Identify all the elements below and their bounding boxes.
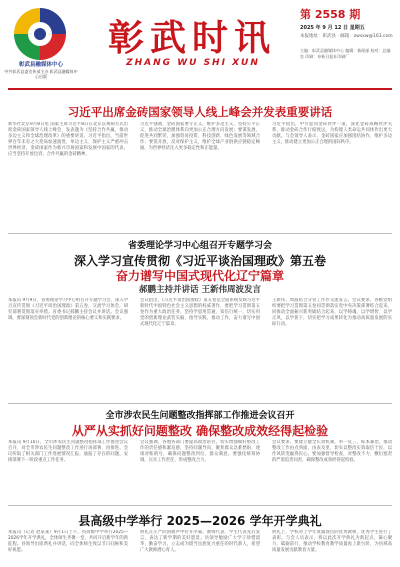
headline-summit[interactable]: 习近平出席金砖国家领导人线上峰会并发表重要讲话 xyxy=(67,105,333,119)
divider xyxy=(8,233,392,234)
headline-study-subtitle: 郝鹏主持并讲话 王新伟周波发言 xyxy=(139,285,261,295)
issue-number: 第 2558 期 xyxy=(300,8,361,21)
article-school-col2: 典礼在庄严的国歌声中拉开序幕。教师代表、学生代表先后发言，表达了新学期的美好愿景。县领导勉励广大学子珍惜韶华、勤奋学习，立志成为堪当民族复兴重任的时代新人，希望广大教师潜心育人。 xyxy=(140,530,260,553)
article-summit-col3: 习近平指出，中方愿同金砖伙伴一道，深化金砖战略伙伴关系，推动金砖合作行稳致远，为构建人类命运共同体作出更大贡献。与会领导人表示，金砖国家应加强团结协作，维护多边主义，推动建立更加公正合理的国际秩序。 xyxy=(272,122,392,145)
newspaper-title: 彰武时讯 xyxy=(107,17,276,59)
logo-caption: 彰武县融媒体中心 xyxy=(18,62,63,68)
logo-subcaption: 中共彰武县委宣传部主办 彰武县融媒体中心出版 xyxy=(4,69,78,79)
issue-date: 2025 年 9 月 12 日 星期五 xyxy=(300,25,365,31)
headline-rectification[interactable]: 从严从实抓好问题整改 确保整改成效经得起检验 xyxy=(71,424,329,438)
article-summit-col1: 新华社北京9月8日电 国家主席习近平8日在北京以视频方式出席金砖国家领导人线上峰会，发表题为《坚持合作共赢，推动多边主义和全球治理改革》的重要讲话。习近平指出，当前世界百年未有之大变局加速演进，单边主义、保护主义严重冲击世界经济，金砖国家作为新兴市场国家和发展中国家的代表，应当坚持开放包容、合作共赢的金砖精神。 xyxy=(8,122,128,157)
article-study-col1: 本报讯 9月9日，省委理论学习中心组召开专题学习会，深入学习宣传贯彻《习近平谈治国理政》第五卷，交流学习体会，研究部署贯彻落实举措。省委书记郝鹏主持会议并讲话。会议强调，要深刻领会新时代党的创新理论的核心要义和实践要求。 xyxy=(8,298,128,321)
article-study-col3: 王新伟、周波结合分管工作作交流发言。会议要求，各级党组织要把学习贯彻第五卷同贯彻落实党中央决策部署结合起来，同推动全面振兴新突破结合起来，以学铸魂、以学增智、以学正风、以学促干，切实把学习成果转化为推动高质量发展的实际行动。 xyxy=(272,298,392,327)
article-school-col1: 本报讯（记者 赵某某）9月1日上午，县高级中学举行2025—2026学年开学典礼，全体师生齐聚一堂，共同开启新学年的新征程。县领导出席典礼并讲话，向全体师生致以节日问候和美好祝愿。 xyxy=(8,530,128,553)
headline-study-line1[interactable]: 深入学习宣传贯彻《习近平谈治国理政》第五卷 xyxy=(73,254,326,268)
masthead xyxy=(0,0,400,92)
article-summit-col2: 习近平强调，金砖国家要守正义，维护多边主义，坚持公平正义，推动全球治理体系向更加公正合理方向发展；要谋发展，促进共同繁荣，加强贸易投资、科技创新、绿色发展等领域合作；要促开放，反对保护主义，维护全球产业链供应链稳定畅通，为世界经济注入更多稳定性和正能量。 xyxy=(140,122,260,151)
kicker-study-session: 省委理论学习中心组召开专题学习会 xyxy=(127,241,272,251)
divider xyxy=(8,505,392,506)
issue-info: 本报地址：彰武县 · 邮箱：zwsxw@163.com xyxy=(300,34,393,39)
kicker-rectification: 全市涉农民生问题整改指挥部工作推进会议召开 xyxy=(105,411,295,421)
article-rectification-col3: 会议要求，要建立健全长效机制，举一反三、标本兼治，推动整改工作由点到面、由表及里，切实以整改实效取信于民，以作风转变赢得民心。要加强督导检查，对整改不力、敷衍塞责的严肃追责问责，确保整改成效经得起检验。 xyxy=(272,440,392,463)
headline-school-opening[interactable]: 县高级中学举行 2025—2026 学年开学典礼 xyxy=(78,514,322,528)
headline-study-line2[interactable]: 奋力谱写中国式现代化辽宁篇章 xyxy=(115,269,284,283)
issue-staff-grid: 主编：彰武县融媒体中心 编辑：新闻部 校对：总编室 印刷：阜新日报社印刷厂 xyxy=(300,48,391,59)
article-rectification-col2: 会议强调，各地各部门要提高政治站位，切实增强做好整改工作的责任感和紧迫感，坚持问题导向，聚焦群众急难愁盼，逐项对账销号，确保问题整改到位、群众满意。要强化统筹协调，压实工作责任，形成整改合力。 xyxy=(140,440,260,463)
logo-emblem-icon xyxy=(8,4,72,62)
divider xyxy=(8,403,392,404)
article-study-col2: 会议指出，《习近平谈治国理政》第五卷是全面系统反映习近平新时代中国特色社会主义思想的权威著作，要把学习贯彻第五卷作为重大政治任务，坚持学思用贯通、知信行统一，切实用党的创新理论武装头脑、指导实践、推动工作，奋力谱写中国式现代化辽宁篇章。 xyxy=(140,298,260,327)
masthead-rule xyxy=(8,88,392,90)
issue-box xyxy=(300,6,394,40)
newspaper-title-pinyin: ZHANG WU SHI XUN xyxy=(126,58,260,68)
article-rectification-col1: 本报讯 9月10日，全市涉农民生问题整改指挥部工作推进会议召开，对全市涉农民生问题整改工作进行再部署、再推进。会议听取了相关部门工作进展情况汇报，通报了存在的问题，安排部署下一阶段重点工作任务。 xyxy=(8,440,128,463)
article-school-col3: 典礼上，学校对上学年度涌现出的优秀教师、优秀学生进行了表彰。与会人员表示，将以此次开学典礼为新起点，凝心聚力、砥砺前行，推动学校教育教学质量再上新台阶，为县域高质量发展贡献教育力量。 xyxy=(272,530,392,553)
